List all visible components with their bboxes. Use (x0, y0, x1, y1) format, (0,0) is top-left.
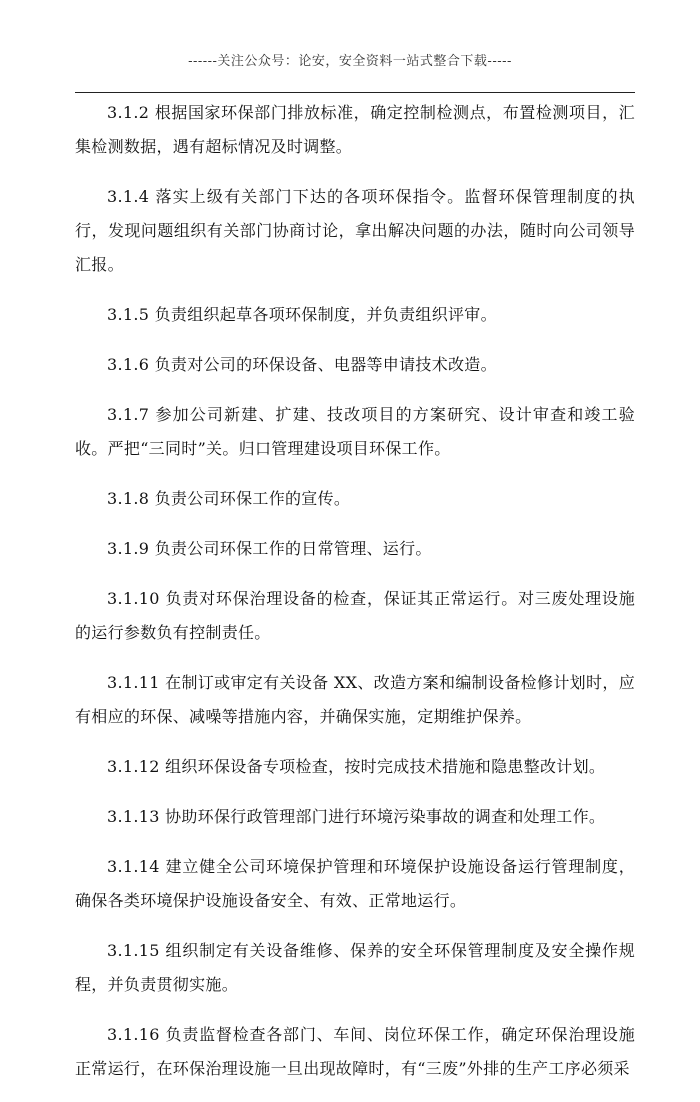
clause-3-1-16: 3.1.16 负责监督检查各部门、车间、岗位环保工作，确定环保治理设施正常运行，在环保治理设施一旦出现故障时，有“三废”外排的生产工序必须采 (75, 1025, 635, 1078)
clause-3-1-9: 3.1.9 负责公司环保工作的日常管理、运行。 (107, 539, 432, 558)
clause-3-1-14: 3.1.14 建立健全公司环境保护管理和环境保护设施设备运行管理制度，确保各类环境保护设施设备安全、有效、正常地运行。 (75, 857, 635, 910)
clause-3-1-15: 3.1.15 组织制定有关设备维修、保养的安全环保管理制度及安全操作规程，并负责贯彻实施。 (75, 941, 635, 994)
clause-3-1-13: 3.1.13 协助环保行政管理部门进行环境污染事故的调查和处理工作。 (107, 807, 606, 826)
clause-3-1-5: 3.1.5 负责组织起草各项环保制度，并负责组织评审。 (107, 305, 497, 324)
page-header-text: ------关注公众号：论安，安全资料一站式整合下载----- (188, 54, 512, 69)
clause-3-1-10: 3.1.10 负责对环保治理设备的检查，保证其正常运行。对三废处理设施的运行参数负有控制责任。 (75, 589, 635, 642)
clause-3-1-12: 3.1.12 组织环保设备专项检查，按时完成技术措施和隐患整改计划。 (107, 757, 606, 776)
clause-3-1-2: 3.1.2 根据国家环保部门排放标准，确定控制检测点，布置检测项目，汇集检测数据，遇有超标情况及时调整。 (75, 103, 635, 156)
document-body (75, 96, 635, 1102)
clause-3-1-6: 3.1.6 负责对公司的环保设备、电器等申请技术改造。 (107, 355, 497, 374)
clause-3-1-4: 3.1.4 落实上级有关部门下达的各项环保指令。监督环保管理制度的执行，发现问题组织有关部门协商讨论，拿出解决问题的办法，随时向公司领导汇报。 (75, 187, 635, 274)
clause-3-1-11: 3.1.11 在制订或审定有关设备 XX、改造方案和编制设备检修计划时，应有相应的环保、减噪等措施内容，并确保实施，定期维护保养。 (75, 673, 635, 726)
header-divider (75, 92, 635, 93)
clause-3-1-8: 3.1.8 负责公司环保工作的宣传。 (107, 489, 351, 508)
clause-3-1-7: 3.1.7 参加公司新建、扩建、技改项目的方案研究、设计审查和竣工验收。严把“三同时”关。归口管理建设项目环保工作。 (75, 405, 635, 458)
